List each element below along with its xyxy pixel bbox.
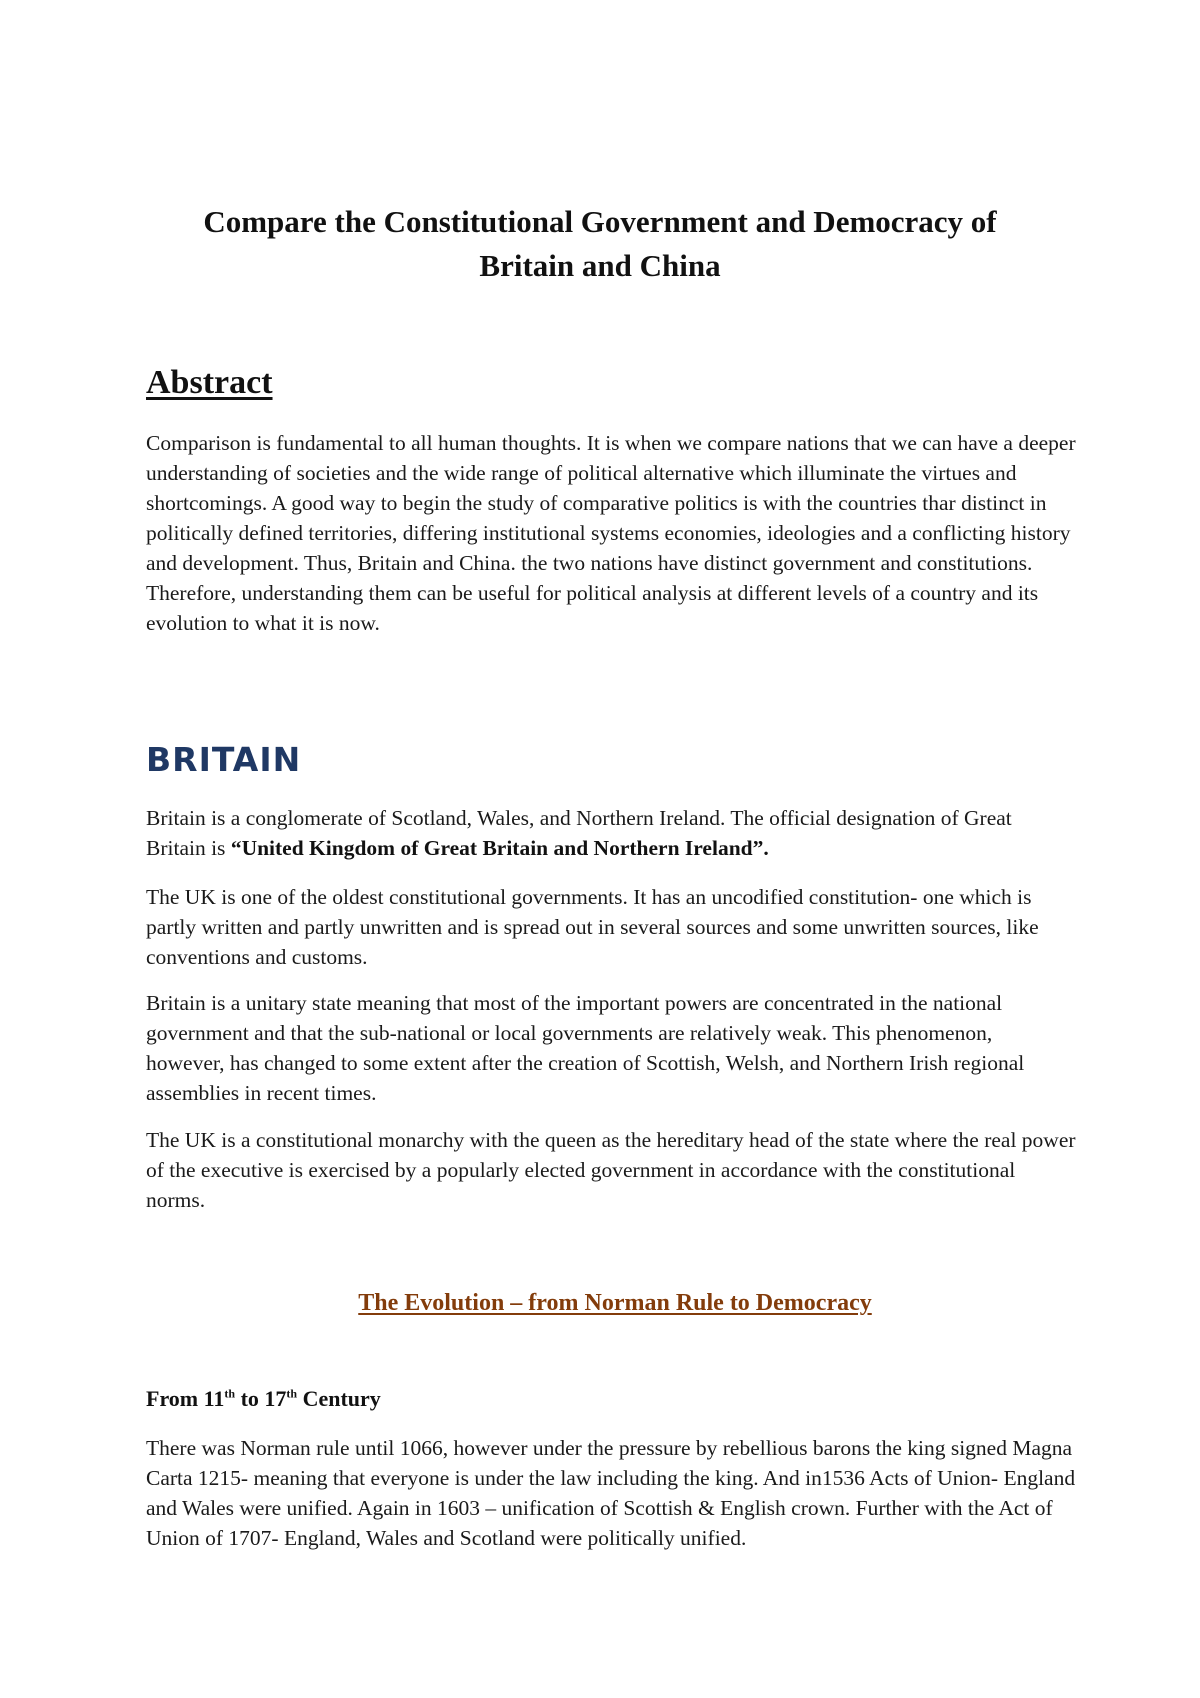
- document-title: [100, 200, 1100, 288]
- evolution-paragraph: There was Norman rule until 1066, however under the pressure by rebellious barons the king signed Magna Carta 1215- meaning that everyone is under the law including the king. And in1536 Acts of Union- England and Wales were unified. Again in 1603 – unification of Scottish & English crown. Further with the Act of Union of 1707- England, Wales and Scotland were politically unified.: [146, 1436, 1076, 1550]
- century-from: From 11: [146, 1386, 225, 1411]
- century-subheading: [146, 1386, 381, 1412]
- britain-paragraph-1-text: Britain is a conglomerate of Scotland, Wales, and Northern Ireland. The official designation of Great Britain is: [146, 806, 1012, 860]
- century-end: Century: [297, 1386, 381, 1411]
- century-to: to 17: [235, 1386, 287, 1411]
- britain-paragraph-1: [146, 803, 1076, 863]
- century-sup-2: th: [286, 1386, 298, 1401]
- britain-paragraph-2: The UK is one of the oldest constitutional governments. It has an uncodified constitution- one which is partly written and partly unwritten and is spread out in several sources and some unwritten sources, like conventions and customs.: [146, 885, 1039, 969]
- evolution-heading: The Evolution – from Norman Rule to Democracy: [358, 1290, 872, 1316]
- abstract-paragraph: Comparison is fundamental to all human thoughts. It is when we compare nations that we can have a deeper understanding of societies and the wide range of political alternative which illuminate the virtues and shortcomings. A good way to begin the study of comparative politics is with the countries thar distinct in politically defined territories, differing institutional systems economies, ideologies and a conflicting history and development. Thus, Britain and China. the two nations have distinct government and constitutions. Therefore, understanding them can be useful for political analysis at different levels of a country and its evolution to what it is now.: [146, 431, 1076, 635]
- title-line-2: Britain and China: [479, 248, 721, 283]
- britain-paragraph-3: Britain is a unitary state meaning that most of the important powers are concentrated in the national government and that the sub-national or local governments are relatively weak. This phenomenon, however, has changed to some extent after the creation of Scottish, Welsh, and Northern Irish regional assemblies in recent times.: [146, 991, 1025, 1105]
- century-sup-1: th: [224, 1386, 236, 1401]
- abstract-heading: Abstract: [146, 364, 273, 401]
- title-line-1: Compare the Constitutional Government and Democracy of: [203, 204, 997, 239]
- britain-paragraph-4: The UK is a constitutional monarchy with the queen as the hereditary head of the state where the real power of the executive is exercised by a popularly elected government in accordance with the constitutional norms.: [146, 1128, 1076, 1212]
- official-designation: “United Kingdom of Great Britain and Northern Ireland”.: [230, 836, 769, 860]
- britain-heading: BRITAIN: [146, 740, 302, 779]
